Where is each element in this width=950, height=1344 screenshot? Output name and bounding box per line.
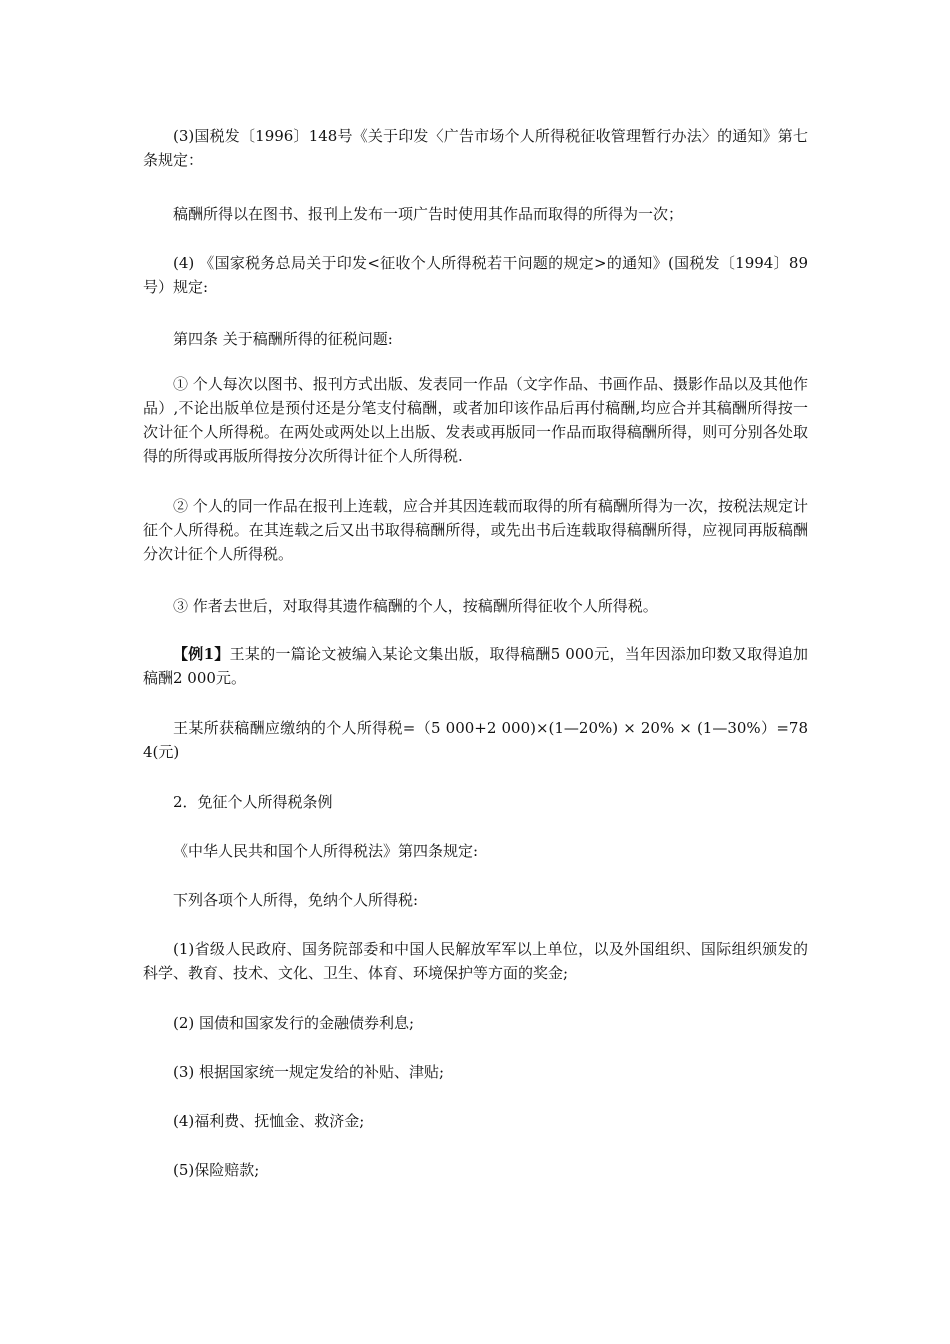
paragraph-exempt-5 (143, 1158, 808, 1182)
paragraph-notice-1996-148 (143, 124, 808, 172)
paragraph-text: 稿酬所得以在图书、报刊上发布一项广告时使用其作品而取得的所得为一次； (173, 205, 684, 223)
paragraph-text: (1)省级人民政府、国务院部委和中国人民解放军军以上单位，以及外国组织、国际组织颁发的科学、教育、技术、文化、卫生、体育、环境保护等方面的奖金; (143, 940, 808, 982)
paragraph-notice-1994-89 (143, 251, 808, 299)
example-label: 【例1】 (173, 645, 230, 663)
paragraph-text: (4) 《国家税务总局关于印发<征收个人所得税若干问题的规定>的通知》(国税发〔1994〕89号）规定: (143, 254, 808, 296)
paragraph-item-2 (143, 494, 808, 566)
paragraph-text: 第四条 关于稿酬所得的征税问题: (173, 330, 393, 348)
paragraph-section-exemption (143, 790, 808, 814)
paragraph-example-1 (143, 642, 808, 690)
paragraph-text: ① 个人每次以图书、报刊方式出版、发表同一作品（文字作品、书画作品、摄影作品以及其他作品）,不论出版单位是预付还是分笔支付稿酬，或者加印该作品后再付稿酬,均应合并其稿酬所得按一次计征个人所得税。在两处或两处以上出版、发表或再版同一作品而取得稿酬所得，则可分别各处取得的所得或再版所得按分次所得计征个人所得税. (143, 375, 808, 465)
paragraph-exempt-intro (143, 888, 808, 912)
paragraph-law-article-four (143, 839, 808, 863)
paragraph-text: (5)保险赔款; (173, 1161, 260, 1179)
paragraph-text: (2) 国债和国家发行的金融债券利息; (173, 1014, 415, 1032)
paragraph-tax-calculation (143, 716, 808, 764)
paragraph-text: (3) 根据国家统一规定发给的补贴、津贴; (173, 1063, 445, 1081)
paragraph-text: 《中华人民共和国个人所得税法》第四条规定: (173, 842, 479, 860)
paragraph-text: 王某所获稿酬应缴纳的个人所得税=（5 000+2 000)×(1—20%) × 20% × (1—30%）=784(元) (143, 719, 808, 761)
paragraph-exempt-4 (143, 1109, 808, 1133)
paragraph-text: 下列各项个人所得，免纳个人所得税: (173, 891, 419, 909)
paragraph-royalty-once (143, 202, 808, 226)
paragraph-text: ② 个人的同一作品在报刊上连载，应合并其因连载而取得的所有稿酬所得为一次，按税法规定计征个人所得税。在其连载之后又出书取得稿酬所得，或先出书后连载取得稿酬所得，应视同再版稿酬分次计征个人所得税。 (143, 497, 808, 563)
paragraph-text: ③ 作者去世后，对取得其遗作稿酬的个人，按稿酬所得征收个人所得税。 (173, 597, 658, 615)
paragraph-article-four (143, 327, 808, 351)
paragraph-text: 2．免征个人所得税条例 (173, 793, 333, 811)
paragraph-item-1 (143, 372, 808, 468)
paragraph-exempt-3 (143, 1060, 808, 1084)
paragraph-item-3 (143, 594, 808, 618)
paragraph-exempt-2 (143, 1011, 808, 1035)
paragraph-text: (4)福利费、抚恤金、救济金; (173, 1112, 365, 1130)
paragraph-text: (3)国税发〔1996〕148号《关于印发〈广告市场个人所得税征收管理暂行办法〉的通知》第七条规定： (143, 127, 808, 169)
paragraph-exempt-1 (143, 937, 808, 985)
paragraph-text: 王某的一篇论文被编入某论文集出版，取得稿酬5 000元，当年因添加印数又取得追加稿酬2 000元。 (143, 645, 809, 687)
